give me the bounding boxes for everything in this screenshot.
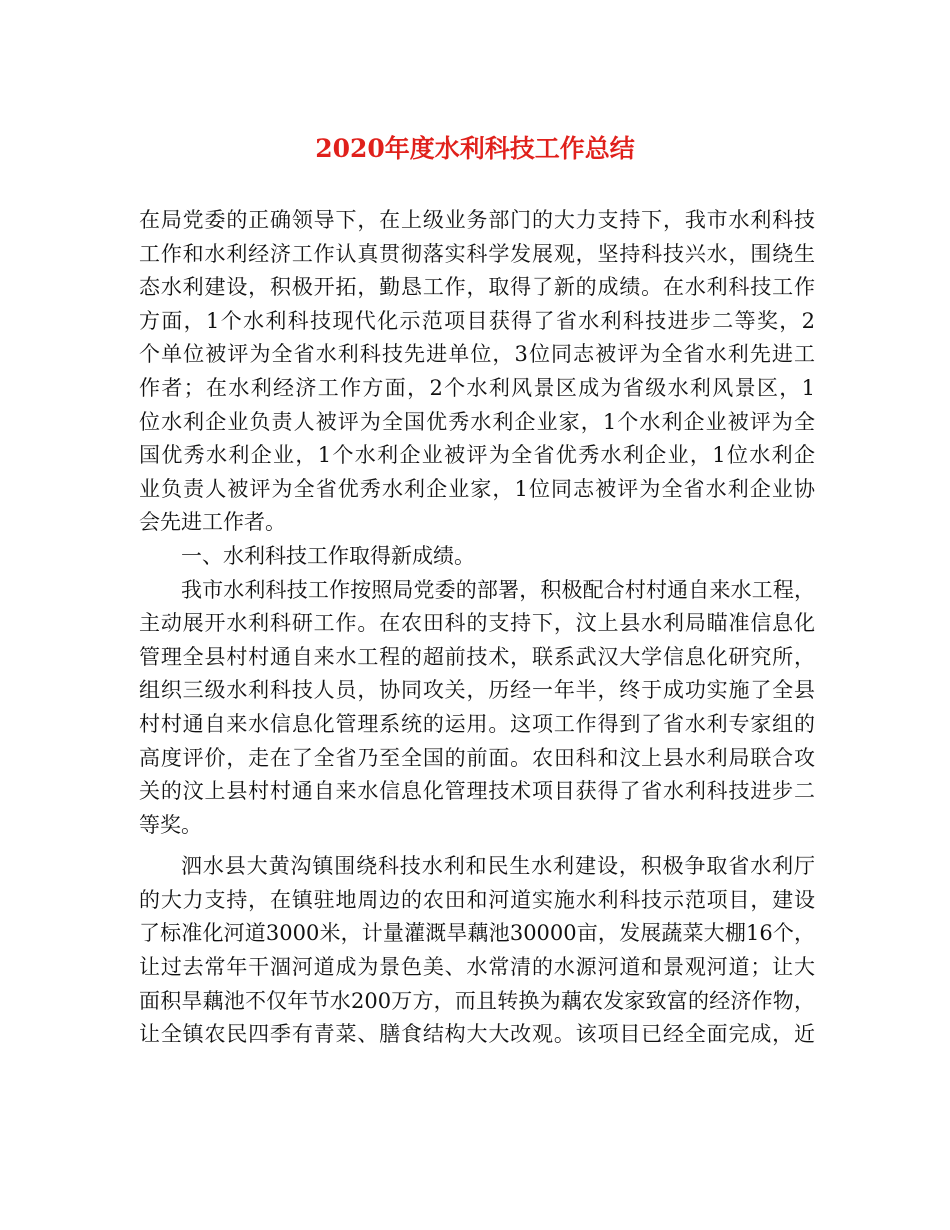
text-line: 高度评价，走在了全省乃至全国的前面。农田科和汶上县水利局联合攻 — [139, 745, 815, 770]
text-line: 位水利企业负责人被评为全国优秀水利企业家，1个水利企业被评为全 — [139, 409, 815, 434]
text-line: 我市水利科技工作按照局党委的部署，积极配合村村通自来水工程， — [181, 577, 815, 602]
document-title: 2020年度水利科技工作总结 — [315, 134, 635, 163]
paragraph-2 — [139, 574, 815, 843]
text-line: 个单位被评为全省水利科技先进单位，3位同志被评为全省水利先进工 — [139, 342, 815, 367]
text-line: 国优秀水利企业，1个水利企业被评为全省优秀水利企业，1位水利企 — [139, 443, 815, 468]
section-heading — [139, 540, 815, 574]
text-line: 方面，1个水利科技现代化示范项目获得了省水利科技进步二等奖，2 — [139, 308, 815, 333]
text-line: 等奖。 — [139, 812, 202, 837]
text-line: 态水利建设，积极开拓，勤恳工作，取得了新的成绩。在水利科技工作 — [139, 275, 815, 300]
text-line: 工作和水利经济工作认真贯彻落实科学发展观，坚持科技兴水，围绕生 — [139, 241, 815, 266]
paragraph-spacer — [139, 842, 815, 850]
paragraph-intro — [139, 204, 815, 540]
text-line: 面积旱藕池不仅年节水200万方，而且转换为藕农发家致富的经济作物， — [139, 988, 815, 1013]
section-heading-text: 一、水利科技工作取得新成绩。 — [181, 543, 475, 568]
paragraph-3 — [139, 850, 815, 1052]
text-line: 关的汶上县村村通自来水信息化管理技术项目获得了省水利科技进步二 — [139, 779, 815, 804]
text-line: 泗水县大黄沟镇围绕科技水利和民生水利建设，积极争取省水利厅 — [181, 854, 815, 879]
text-line: 作者；在水利经济工作方面，2个水利风景区成为省级水利风景区，1 — [139, 375, 815, 400]
text-line: 在局党委的正确领导下，在上级业务部门的大力支持下，我市水利科技 — [139, 208, 815, 232]
text-line: 管理全县村村通自来水工程的超前技术，联系武汉大学信息化研究所， — [139, 644, 815, 669]
text-line: 让全镇农民四季有青菜、膳食结构大大改观。该项目已经全面完成，近 — [139, 1022, 815, 1047]
text-line: 组织三级水利科技人员，协同攻关，历经一年半，终于成功实施了全县 — [139, 678, 815, 703]
text-line: 主动展开水利科研工作。在农田科的支持下，汶上县水利局瞄准信息化 — [139, 611, 815, 636]
text-line: 的大力支持，在镇驻地周边的农田和河道实施水利科技示范项目，建设 — [139, 887, 815, 912]
document-body — [139, 204, 815, 1052]
text-line: 了标准化河道3000米，计量灌溉旱藕池30000亩，发展蔬菜大棚16个， — [139, 921, 815, 946]
text-line: 业负责人被评为全省优秀水利企业家，1位同志被评为全省水利企业协 — [139, 476, 815, 501]
text-line: 让过去常年干涸河道成为景色美、水常清的水源河道和景观河道；让大 — [139, 955, 815, 980]
text-line: 村村通自来水信息化管理系统的运用。这项工作得到了省水利专家组的 — [139, 711, 815, 736]
text-line: 会先进工作者。 — [139, 510, 286, 535]
